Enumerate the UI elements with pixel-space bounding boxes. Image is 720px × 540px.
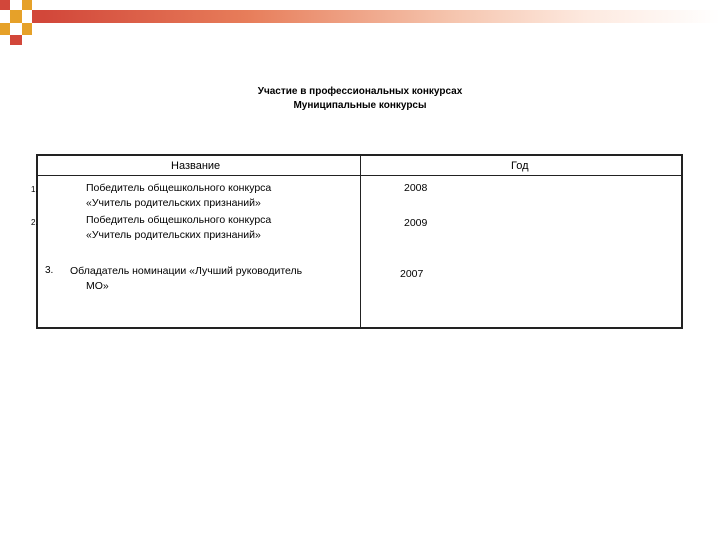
column-header-year: Год [511, 160, 529, 172]
decor-square [22, 0, 32, 10]
row-name-line: Обладатель номинации «Лучший руководитель [70, 265, 303, 277]
row-number: 1. [31, 185, 38, 194]
row-name-line: МО» [86, 280, 109, 292]
decor-square [10, 35, 22, 45]
decor-square [0, 0, 10, 10]
row-year: 2007 [400, 268, 424, 280]
table-row-name [86, 181, 326, 211]
decor-square [10, 10, 22, 23]
decor-square [0, 23, 10, 35]
page-title: Участие в профессиональных конкурсах [257, 86, 463, 97]
column-divider [360, 156, 361, 327]
table-row-name [86, 213, 326, 243]
row-year: 2008 [404, 182, 428, 194]
row-name-line: Победитель общешкольного конкурса [86, 214, 272, 226]
row-name-line: «Учитель родительских признаний» [86, 197, 261, 209]
header-divider [38, 175, 681, 176]
row-number: 3. [45, 265, 54, 276]
decor-square [32, 10, 44, 23]
row-name-line: Победитель общешкольного конкурса [86, 182, 272, 194]
row-name-line: «Учитель родительских признаний» [86, 229, 261, 241]
row-number: 2. [31, 218, 38, 227]
column-header-name: Название [171, 160, 221, 172]
decor-square [22, 23, 32, 35]
header-gradient-band [44, 10, 720, 23]
page-subtitle: Муниципальные конкурсы [293, 100, 427, 111]
row-year: 2009 [404, 217, 428, 229]
table-row-name [70, 264, 340, 294]
